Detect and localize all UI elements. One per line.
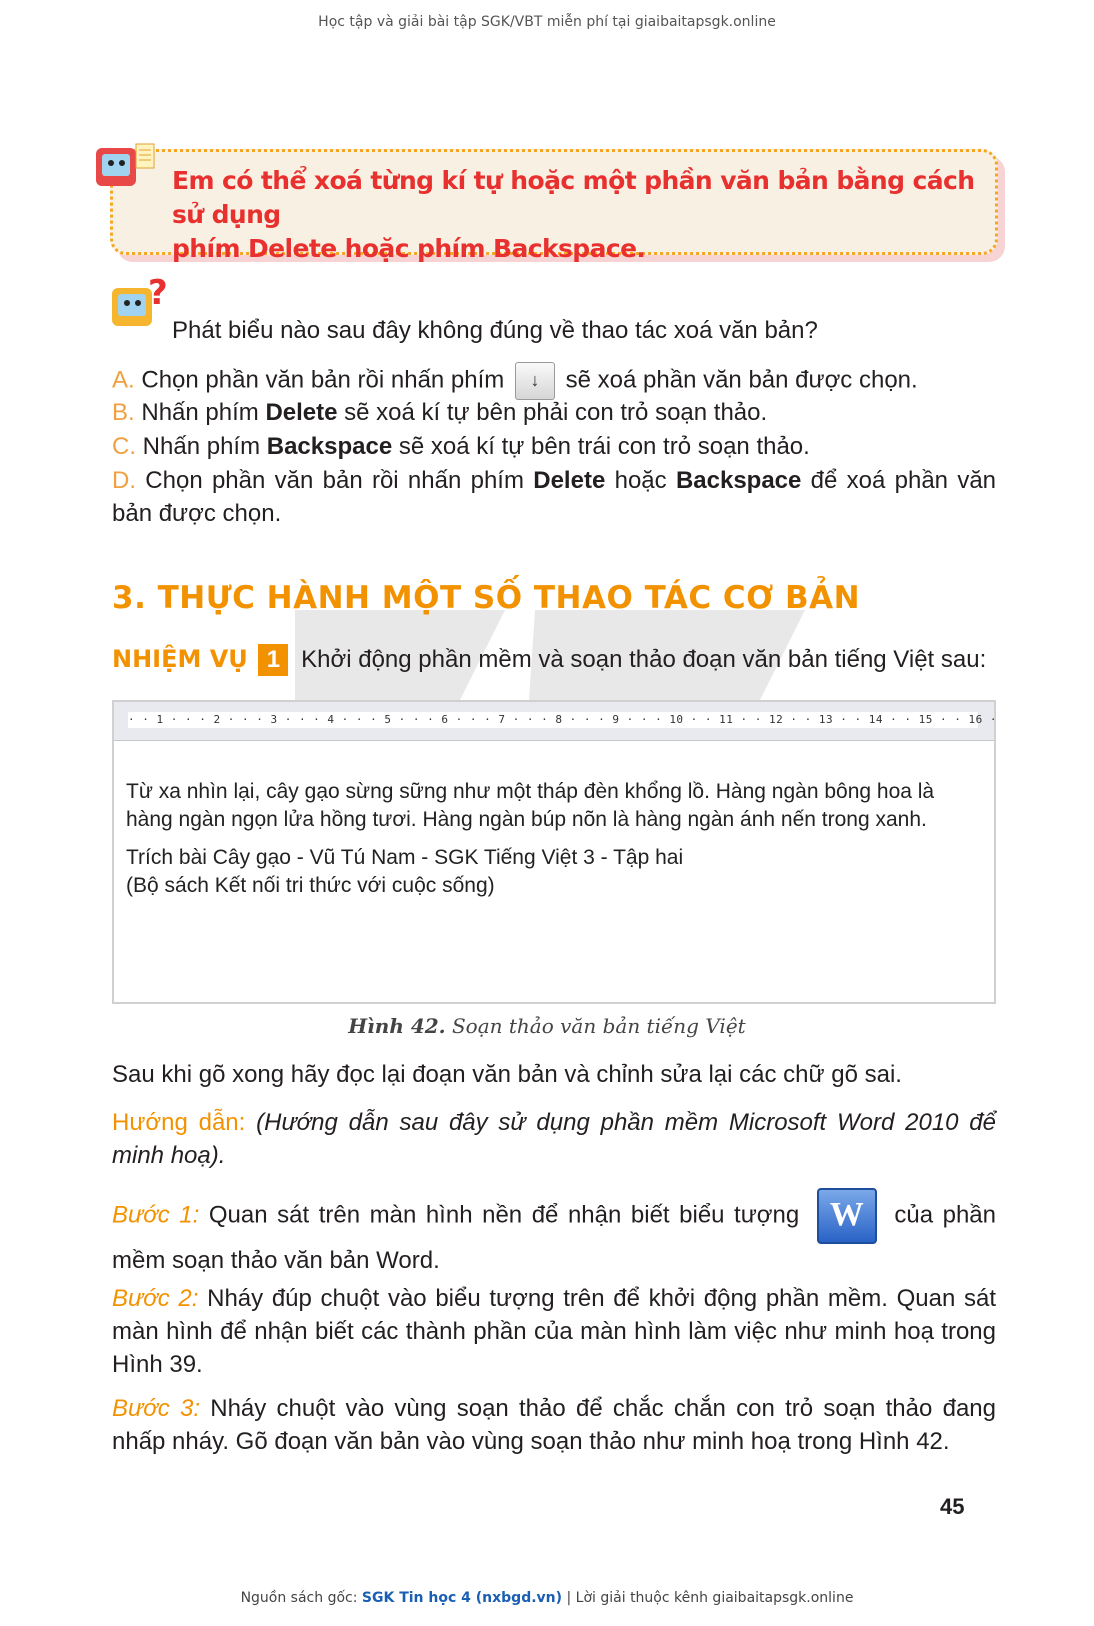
document-source-1: Trích bài Cây gạo - Vũ Tú Nam - SGK Tiếng Việt 3 - Tập hai [126, 846, 684, 869]
option-b-text-end: sẽ xoá kí tự bên phải con trỏ soạn thảo. [344, 399, 768, 426]
word-document-figure [112, 700, 996, 1004]
task-number: 1 [258, 644, 288, 676]
guide-text: (Hướng dẫn sau đây sử dụng phần mềm Microsoft Word 2010 để minh hoạ). [112, 1109, 996, 1169]
step-1-label: Bước 1: [112, 1201, 200, 1229]
document-text [126, 778, 981, 900]
step-3-label: Bước 3: [112, 1395, 200, 1422]
note-line-2: phím Delete hoặc phím Backspace. [172, 234, 646, 263]
task-label: NHIỆM VỤ [112, 645, 248, 673]
step-1-text-end: của phần mềm soạn thảo văn bản Word. [112, 1201, 996, 1274]
option-b-text: Nhấn phím [141, 399, 259, 426]
ruler-ticks: · · 1 · · · 2 · · · 3 · · · 4 · · · 5 · · · 6 · · · 7 · · · 8 · · · 9 · · · 10 · · 11 · · 12 · · 13 · · 14 · · 15 · · 16 · [128, 713, 997, 726]
guide [112, 1106, 996, 1172]
document-source-2: (Bộ sách Kết nối tri thức với cuộc sống) [126, 874, 495, 897]
option-c-key: Backspace [266, 433, 393, 460]
document-paragraph: Từ xa nhìn lại, cây gạo sừng sững như một tháp đèn khổng lồ. Hàng ngàn bông hoa là hàng ngàn ngọn lửa hồng tươi. Hàng ngàn búp nõn là hàng ngàn ánh nến trong xanh. [126, 780, 935, 831]
section-title: 3. THỰC HÀNH MỘT SỐ THAO TÁC CƠ BẢN [112, 580, 861, 616]
option-c [112, 430, 996, 463]
option-a-text-end: sẽ xoá phần văn bản được chọn. [565, 366, 918, 394]
option-d [112, 464, 996, 530]
step-2-text: Nháy đúp chuột vào biểu tượng trên để khởi động phần mềm. Quan sát màn hình để nhận biết các thành phần của màn hình làm việc như minh hoạ trong Hình 39. [112, 1285, 996, 1378]
after-text: Sau khi gõ xong hãy đọc lại đoạn văn bản và chỉnh sửa lại các chữ gõ sai. [112, 1061, 902, 1088]
guide-label: Hướng dẫn: [112, 1109, 246, 1136]
computer-mascot-icon [92, 140, 160, 196]
question-mascot-icon [108, 274, 170, 336]
option-b [112, 396, 996, 429]
footer-pre: Nguồn sách gốc: [240, 1590, 358, 1606]
option-d-text: Chọn phần văn bản rồi nhấn phím [145, 467, 524, 494]
step-2 [112, 1282, 996, 1381]
ruler [114, 702, 997, 741]
svg-text:?: ? [148, 274, 168, 313]
arrow-down-key-icon: ↓ [515, 362, 555, 400]
question-prompt: Phát biểu nào sau đây không đúng về thao tác xoá văn bản? [172, 317, 818, 344]
option-d-key-2: Backspace [675, 467, 802, 494]
figure-caption [0, 1014, 1094, 1038]
note-line-1: Em có thể xoá từng kí tự hoặc một phần văn bản bằng cách sử dụng [172, 166, 975, 229]
option-d-label: D. [112, 467, 136, 494]
option-c-label: C. [112, 433, 136, 460]
word-app-icon: W [817, 1188, 877, 1244]
option-d-mid: hoặc [614, 467, 667, 494]
step-3 [112, 1392, 996, 1458]
option-c-text: Nhấn phím [142, 433, 261, 460]
option-c-text-end: sẽ xoá kí tự bên trái con trỏ soạn thảo. [398, 433, 810, 460]
footer-post: | Lời giải thuộc kênh giaibaitapsgk.online [566, 1590, 854, 1606]
option-a [112, 362, 996, 400]
footer-source-link[interactable]: SGK Tin học 4 (nxbgd.vn) [361, 1590, 563, 1606]
caption-label: Hình 42. [348, 1014, 446, 1038]
option-b-label: B. [112, 399, 135, 426]
task-heading [112, 644, 986, 676]
step-1 [112, 1188, 996, 1277]
task-text: Khởi động phần mềm và soạn thảo đoạn văn bản tiếng Việt sau: [301, 646, 987, 673]
page-footer [0, 1590, 1094, 1606]
step-1-text: Quan sát trên màn hình nền để nhận biết biểu tượng [208, 1201, 800, 1229]
step-2-label: Bước 2: [112, 1285, 199, 1312]
option-d-text-end: để xoá phần văn bản được chọn. [112, 467, 997, 527]
page-header: Học tập và giải bài tập SGK/VBT miễn phí tại giaibaitapsgk.online [318, 14, 776, 30]
option-d-key-1: Delete [533, 467, 606, 494]
step-3-text: Nháy chuột vào vùng soạn thảo để chắc chắn con trỏ soạn thảo đang nhấp nháy. Gõ đoạn văn bản vào vùng soạn thảo như minh hoạ trong Hình 42. [112, 1395, 996, 1455]
option-a-label: A. [112, 366, 135, 394]
option-b-key: Delete [265, 399, 338, 426]
note-text [172, 164, 992, 266]
page-number: 45 [940, 1494, 965, 1519]
option-a-text: Chọn phần văn bản rồi nhấn phím [141, 366, 505, 394]
caption-text: Soạn thảo văn bản tiếng Việt [451, 1014, 746, 1038]
